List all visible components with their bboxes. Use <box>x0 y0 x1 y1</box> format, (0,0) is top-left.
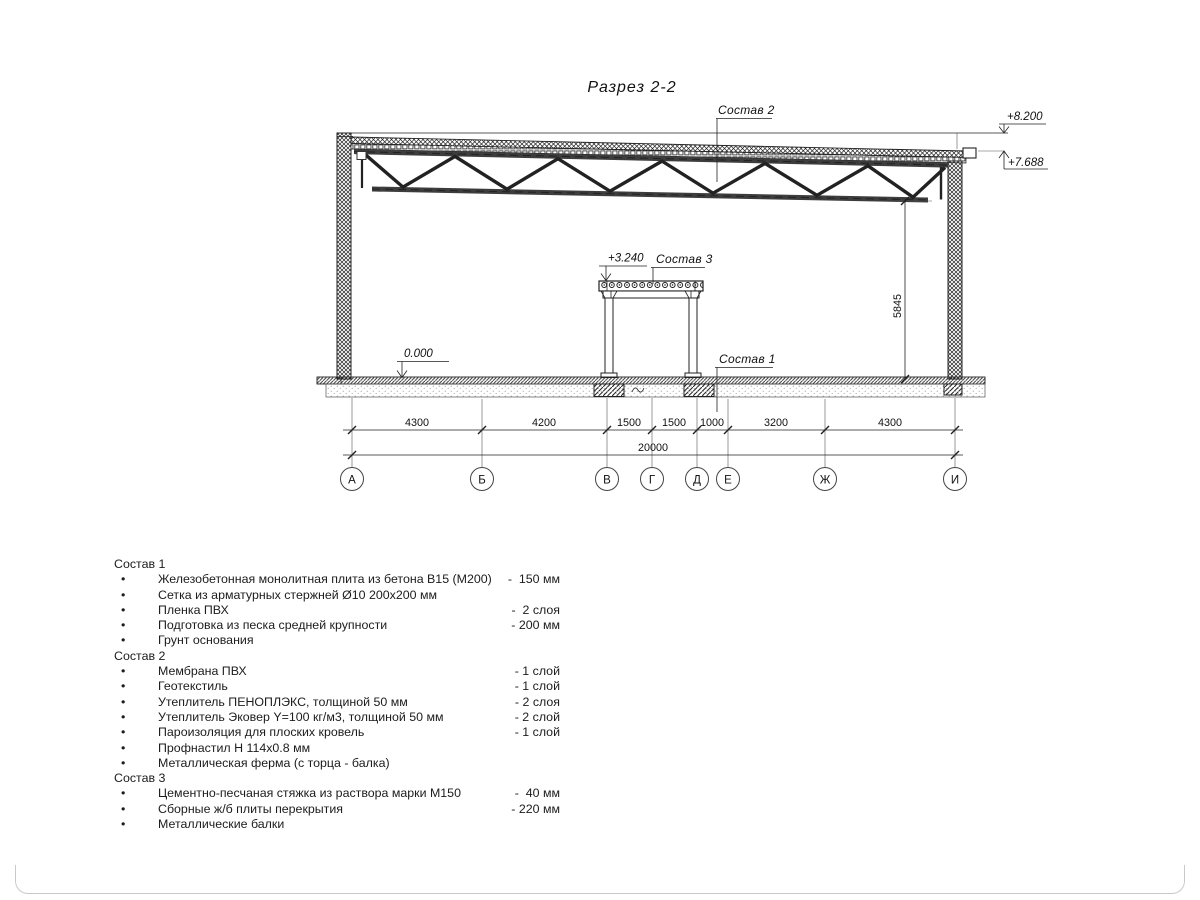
note-item <box>114 710 560 725</box>
note-item-qty: - 1 слой <box>514 725 560 740</box>
note-header-label: Состав 3 <box>114 771 166 786</box>
note-item-qty: - 2 слоя <box>511 602 560 617</box>
elevation-mezzanine-value: +3.240 <box>608 252 644 265</box>
bullet: • <box>121 694 126 709</box>
note-header-label: Состав 2 <box>114 648 166 663</box>
note-item-qty: - 2 слоя <box>514 694 560 709</box>
bullet: • <box>121 755 126 770</box>
note-item-name: Профнастил Н 114х0.8 мм <box>158 740 311 755</box>
axis-label-g: Г <box>648 474 656 487</box>
axis-label-b: Б <box>478 474 486 487</box>
floor-slab <box>317 377 985 384</box>
elevation-roof-high-value: +8.200 <box>1007 111 1043 123</box>
mezzanine-beam <box>603 291 699 298</box>
dim-total: 20000 <box>637 442 669 454</box>
axis-label-v: В <box>603 474 611 487</box>
leader-sostav1-label: Состав 1 <box>719 352 776 366</box>
right-wall <box>948 161 962 379</box>
bullet: • <box>121 572 126 587</box>
note-item-name: Подготовка из песка средней крупности <box>158 618 388 633</box>
dimension-height-value: 5845 <box>892 293 904 318</box>
footing-left <box>594 384 624 397</box>
axis-label-zh: Ж <box>819 474 831 487</box>
leader-sostav2-label: Состав 2 <box>718 103 775 117</box>
leader-sostav2 <box>716 103 775 182</box>
note-item <box>114 679 560 694</box>
bullet: • <box>121 709 126 724</box>
note-item <box>114 725 560 740</box>
dimension-grid <box>343 398 963 467</box>
left-wall <box>337 133 353 379</box>
roof-edge-cap <box>963 148 976 158</box>
note-item-name: Цементно-песчаная стяжка из раствора марки М150 <box>158 786 461 801</box>
note-item-qty: - 40 мм <box>514 786 560 801</box>
note-item-name: Железобетонная монолитная плита из бетона В15 (М200) <box>158 572 492 587</box>
wall-foundation <box>944 384 962 395</box>
dim-span-1: 4200 <box>531 417 557 429</box>
note-item-qty: - 1 слой <box>514 664 560 679</box>
bullet: • <box>121 679 126 694</box>
note-header <box>114 557 560 572</box>
mezzanine-column-left <box>605 298 613 373</box>
bullet: • <box>121 664 126 679</box>
elevation-roof-high <box>999 111 1046 133</box>
note-header-label: Состав 1 <box>114 557 166 571</box>
note-item-name: Сетка из арматурных стержней Ø10 200х200 мм <box>158 587 438 602</box>
note-item <box>114 633 560 648</box>
note-item-name: Металлические балки <box>158 817 285 832</box>
dim-span-4: 1000 <box>699 417 725 429</box>
note-header <box>114 649 560 664</box>
elevation-floor-value: 0.000 <box>404 348 433 360</box>
mezzanine <box>599 281 703 378</box>
dim-span-0: 4300 <box>404 417 430 429</box>
bullet: • <box>121 633 126 648</box>
footing-right <box>684 384 714 397</box>
dim-span-5: 3200 <box>763 417 789 429</box>
note-item-qty: - 1 слой <box>514 679 560 694</box>
note-item-name: Грунт основания <box>158 633 254 648</box>
bullet: • <box>121 587 126 602</box>
axis-label-i: И <box>950 474 960 487</box>
drawing-title: Разрез 2-2 <box>587 79 677 96</box>
axis-label-e: Е <box>724 474 732 487</box>
note-item <box>114 572 560 587</box>
note-item <box>114 802 560 817</box>
leader-sostav3-label: Состав 3 <box>656 252 713 266</box>
dimension-height <box>892 197 932 383</box>
note-item <box>114 603 560 618</box>
truss-gusset <box>357 152 366 160</box>
note-item-name: Сборные ж/б плиты перекрытия <box>158 801 343 816</box>
note-item <box>114 786 560 801</box>
note-item <box>114 756 560 771</box>
bullet: • <box>121 602 126 617</box>
note-item-qty: - 200 мм <box>511 618 560 633</box>
bullet: • <box>121 801 126 816</box>
bullet: • <box>121 725 126 740</box>
note-item-name: Мембрана ПВХ <box>158 664 247 679</box>
note-item <box>114 817 560 832</box>
elevation-roof-low <box>978 151 1048 169</box>
sand-bedding <box>326 384 985 397</box>
note-item <box>114 618 560 633</box>
leader-sostav3 <box>651 252 713 284</box>
note-item <box>114 741 560 756</box>
note-item-qty: - 150 мм <box>507 572 560 587</box>
mezzanine-slab <box>599 281 703 291</box>
note-item-name: Геотекстиль <box>158 679 228 694</box>
bullet: • <box>121 740 126 755</box>
note-item <box>114 588 560 603</box>
note-item-name: Утеплитель Эковер Y=100 кг/м3, толщиной 50 мм <box>158 709 444 724</box>
note-item-name: Металлическая ферма (с торца - балка) <box>158 755 390 770</box>
note-header <box>114 771 560 786</box>
note-item <box>114 695 560 710</box>
note-item <box>114 664 560 679</box>
dim-span-3: 1500 <box>661 417 687 429</box>
dim-span-6: 4300 <box>877 417 903 429</box>
note-item-qty: - 220 мм <box>511 801 560 816</box>
sheet-border <box>15 865 1185 894</box>
mezzanine-column-right <box>689 298 697 373</box>
elevation-floor <box>397 348 449 378</box>
note-item-name: Пленка ПВХ <box>158 602 229 617</box>
elevation-mezzanine <box>599 253 647 281</box>
note-item-name: Пароизоляция для плоских кровель <box>158 725 365 740</box>
dim-span-2: 1500 <box>616 417 642 429</box>
bullet: • <box>121 817 126 832</box>
note-item-qty: - 2 слой <box>514 709 560 724</box>
note-item-name: Утеплитель ПЕНОПЛЭКС, толщиной 50 мм <box>158 694 408 709</box>
floor <box>317 377 985 397</box>
elevation-roof-low-value: +7.688 <box>1008 157 1044 169</box>
axis-bubbles <box>341 468 967 491</box>
bullet: • <box>121 786 126 801</box>
composition-notes <box>114 557 560 832</box>
axis-label-a: А <box>348 474 356 487</box>
bullet: • <box>121 618 126 633</box>
axis-label-d: Д <box>693 474 701 487</box>
